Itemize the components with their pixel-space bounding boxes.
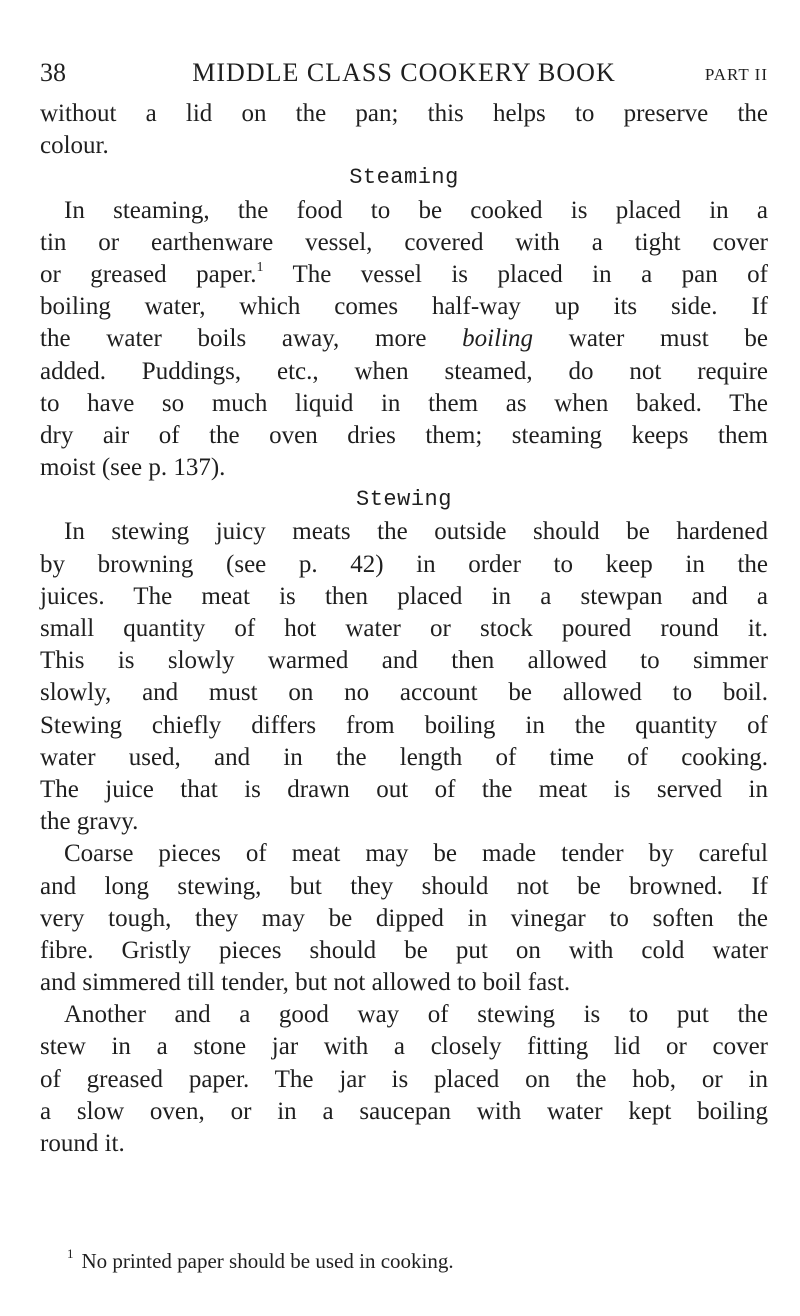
text-line: In steaming, the food to be cooked is placed in a [64,196,768,224]
text-line: added. Puddings, etc., when steamed, do not require [40,357,768,385]
text-line: and simmered till tender, but not allowed to boil fast. [40,969,571,997]
text-line [40,323,768,355]
text-line: and long stewing, but they should not be browned. If [40,872,768,900]
book-title: MIDDLE CLASS COOKERY BOOK [192,58,616,87]
text-line: slowly, and must on no account be allowed to boil. [40,679,768,707]
text-line: round it. [40,1130,125,1157]
text-line: In stewing juicy meats the outside should be hardened [64,518,768,546]
page-number: 38 [40,58,66,87]
footnote-text: No printed paper should be used in cooking. [81,1249,454,1273]
section-heading-steaming: Steaming [349,165,459,191]
part-label: PART II [704,65,768,84]
text-fragment: The vessel is placed in a pan of [263,260,768,288]
text-fragment: water must be [533,325,768,353]
text-line: The juice that is drawn out of the meat is served in [40,775,768,803]
text-fragment: or greased paper. [40,260,257,288]
text-line: very tough, they may be dipped in vinegar to soften the [40,904,768,932]
text-line: moist (see p. 137). [40,454,226,482]
text-line: by browning (see p. 42) in order to keep in the [40,550,768,578]
text-line: juices. The meat is then placed in a stewpan and a [40,582,768,610]
text-line: Another and a good way of stewing is to put the [64,1001,768,1029]
text-line: boiling water, which comes half-way up its side. If [40,293,768,321]
text-line: Coarse pieces of meat may be made tender by careful [64,840,768,868]
text-line: dry air of the oven dries them; steaming keeps them [40,421,768,449]
body-text [40,98,768,1160]
footnote [67,1247,767,1275]
emphasis-text: boiling [462,325,534,353]
text-line: of greased paper. The jar is placed on the hob, or in [40,1065,768,1093]
text-line: tin or earthenware vessel, covered with a tight cover [40,228,768,256]
text-line: Stewing chiefly differs from boiling in the quantity of [40,711,768,739]
text-line [40,259,768,291]
text-line: colour. [40,132,109,160]
text-line: This is slowly warmed and then allowed to simmer [40,647,768,675]
text-line: to have so much liquid in them as when baked. The [40,389,768,417]
section-heading-stewing: Stewing [356,487,452,513]
text-line: stew in a stone jar with a closely fitting lid or cover [40,1033,768,1061]
footnote-marker: 1 [67,1246,74,1261]
running-head [40,58,768,88]
text-line: the gravy. [40,808,139,836]
text-line: without a lid on the pan; this helps to preserve the [40,100,768,127]
text-line: fibre. Gristly pieces should be put on with cold water [40,936,768,964]
footnote-reference: 1 [256,259,264,275]
text-line: small quantity of hot water or stock poured round it. [40,615,768,642]
text-line: a slow oven, or in a saucepan with water kept boiling [40,1097,768,1125]
text-line: water used, and in the length of time of cooking. [40,743,768,771]
text-fragment: the water boils away, more [40,325,463,353]
